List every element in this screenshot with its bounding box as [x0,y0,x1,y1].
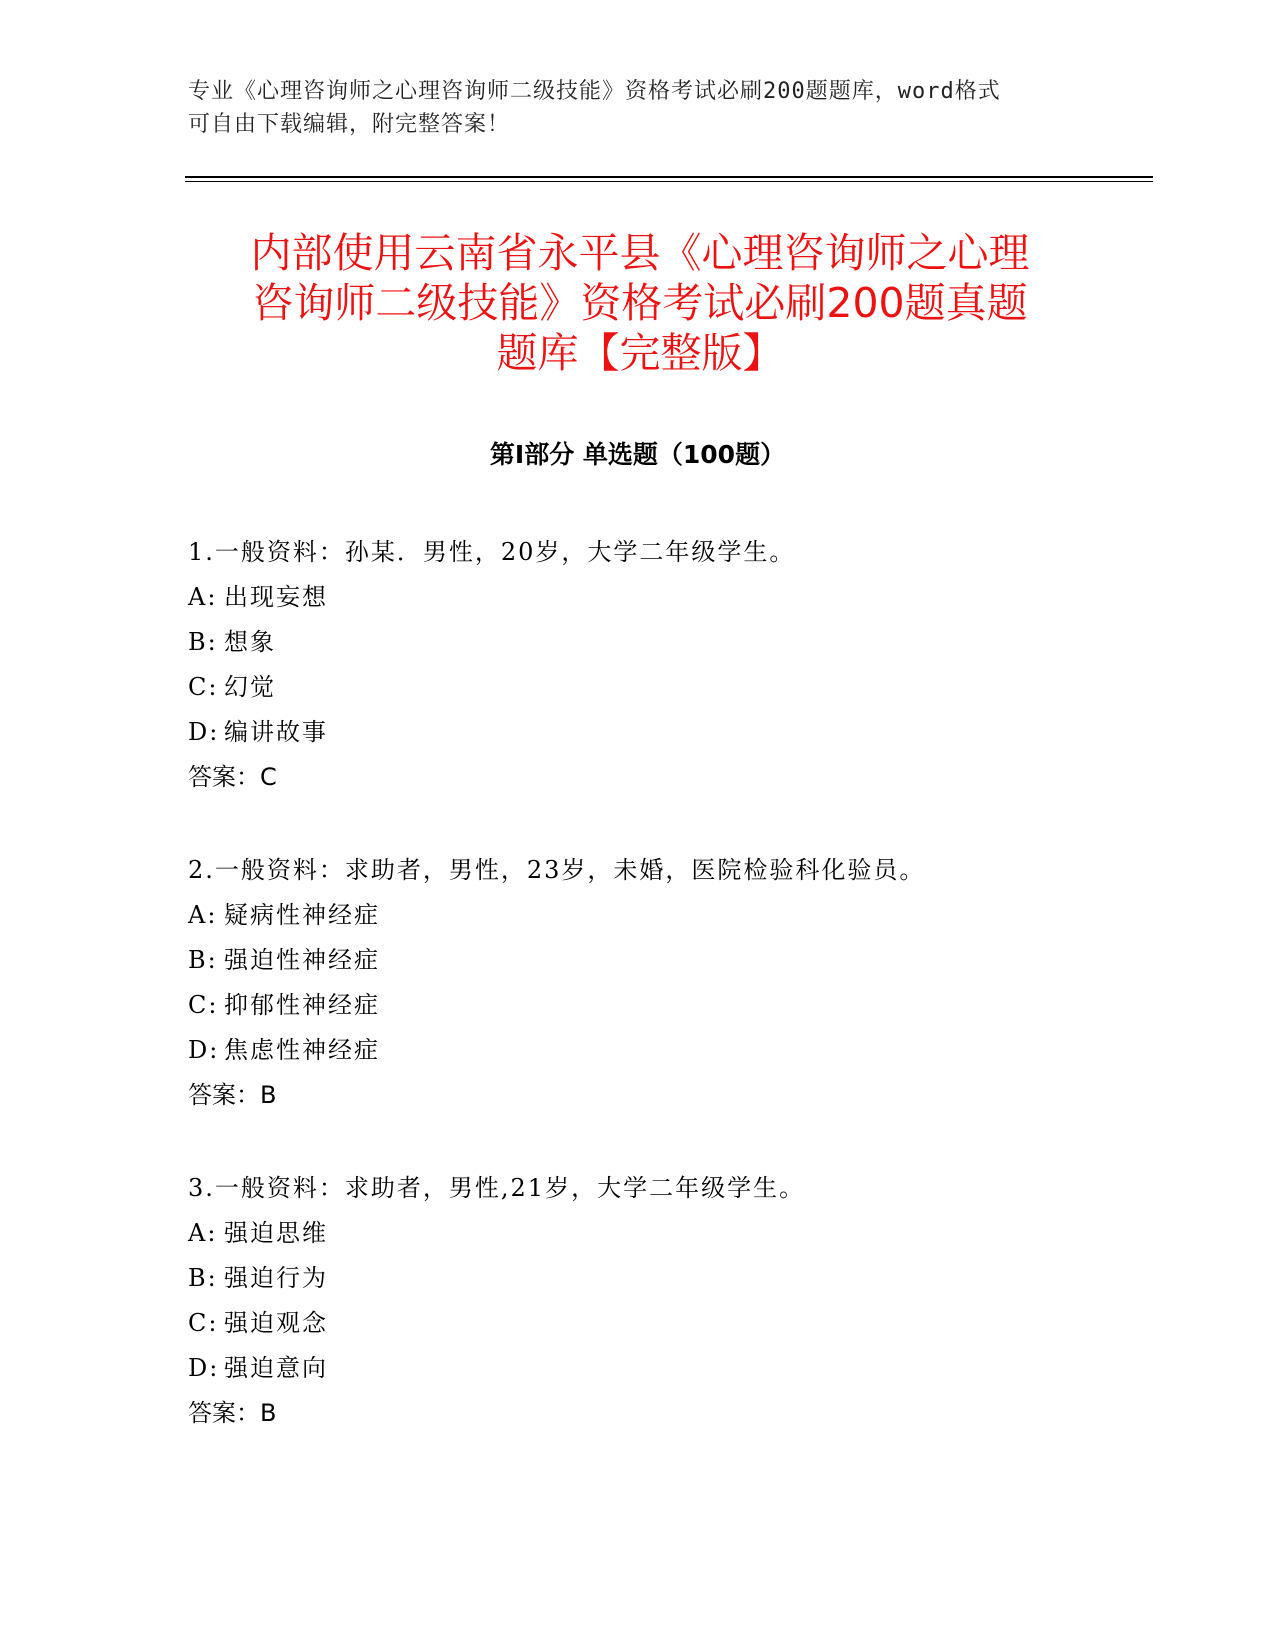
question-stem: 1.一般资料：孙某．男性，20岁，大学二年级学生。 [188,538,796,566]
option-text: 焦虑性神经症 [224,1036,380,1064]
question-2 [188,848,1128,1118]
question-stem: 3.一般资料：求助者，男性,21岁，大学二年级学生。 [188,1174,806,1202]
document-title [160,228,1120,378]
answer-label: 答案：B [188,1081,277,1109]
option-letter: D: [188,1036,220,1064]
option-b [188,1256,1128,1301]
option-a [188,575,1128,620]
option-text: 出现妄想 [224,583,328,611]
intro-line-2: 可自由下载编辑，附完整答案！ [188,112,511,137]
option-text: 强迫意向 [224,1354,328,1382]
option-letter: A: [188,583,218,611]
option-letter: D: [188,1354,220,1382]
option-d [188,1346,1128,1391]
option-text: 幻觉 [224,673,276,701]
option-letter: B: [188,946,218,974]
option-text: 强迫行为 [224,1264,328,1292]
option-letter: C: [188,991,219,1019]
answer-label: 答案：C [188,763,277,791]
intro-text [188,75,1068,141]
option-c [188,983,1128,1028]
title-line-3: 题库【完整版】 [496,329,784,377]
question-list [188,530,1128,1484]
question-stem: 2.一般资料：求助者，男性，23岁，未婚，医院检验科化验员。 [188,856,926,884]
option-a [188,1211,1128,1256]
option-letter: C: [188,1309,219,1337]
option-c [188,1301,1128,1346]
section-heading: 第Ⅰ部分 单选题（100题） [489,440,786,469]
option-text: 抑郁性神经症 [224,991,380,1019]
title-line-2: 咨询师二级技能》资格考试必刷200题真题 [252,279,1028,327]
option-d [188,710,1128,755]
option-b [188,620,1128,665]
answer-label: 答案：B [188,1399,277,1427]
option-text: 疑病性神经症 [224,901,380,929]
question-1 [188,530,1128,800]
option-text: 强迫思维 [224,1219,328,1247]
option-d [188,1028,1128,1073]
option-text: 想象 [224,628,276,656]
header-divider-thick [185,176,1153,178]
option-a [188,893,1128,938]
title-line-1: 内部使用云南省永平县《心理咨询师之心理 [250,229,1030,277]
option-text: 编讲故事 [224,718,328,746]
option-text: 强迫观念 [224,1309,328,1337]
option-letter: D: [188,718,220,746]
option-letter: B: [188,628,218,656]
option-letter: A: [188,901,218,929]
option-letter: B: [188,1264,218,1292]
intro-line-1: 专业《心理咨询师之心理咨询师二级技能》资格考试必刷200题题库，word格式 [188,79,1001,104]
option-text: 强迫性神经症 [224,946,380,974]
option-letter: A: [188,1219,218,1247]
option-b [188,938,1128,983]
option-letter: C: [188,673,219,701]
option-c [188,665,1128,710]
header-divider-thin [185,181,1153,182]
question-3 [188,1166,1128,1436]
